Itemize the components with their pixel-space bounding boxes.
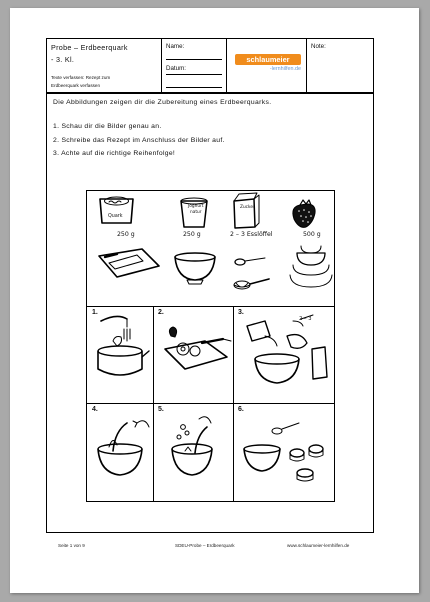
quark-amount: 250 g bbox=[117, 231, 135, 238]
step-5-add-strawberries-icon bbox=[172, 417, 212, 475]
bowl-icon bbox=[175, 253, 215, 284]
footer-title: SDEU-Probe – Erdbeerquark bbox=[175, 543, 235, 548]
yogurt-cup-icon bbox=[181, 198, 207, 227]
quark-label: Quark bbox=[108, 214, 123, 219]
step-1-wash-icon bbox=[98, 316, 149, 375]
step-2-label: 2. bbox=[158, 309, 164, 316]
header-table bbox=[46, 38, 374, 93]
extra-line bbox=[166, 87, 222, 88]
zucker-label: Zucker bbox=[240, 205, 255, 210]
logo-subtext: -lernhilfen.de bbox=[269, 66, 301, 72]
note-cell bbox=[307, 39, 375, 92]
task-box bbox=[46, 93, 374, 533]
title-cell bbox=[47, 39, 162, 92]
schlaumeier-logo bbox=[235, 51, 301, 77]
logo-text: schlaumeier bbox=[246, 55, 290, 64]
step-2-cut-icon bbox=[165, 327, 231, 369]
picture-grid bbox=[86, 190, 335, 502]
footer-page-number: Seite 1 von 9 bbox=[58, 543, 85, 548]
step-3-mix-ingredients-icon bbox=[247, 315, 327, 383]
datum-label: Datum: bbox=[166, 65, 186, 72]
datum-line bbox=[166, 74, 222, 75]
step-6-label: 6. bbox=[238, 406, 244, 413]
step-5-label: 5. bbox=[158, 406, 164, 413]
task-2: 2. Schreibe das Rezept im Anschluss der Bilder auf. bbox=[53, 137, 225, 144]
recipe-illustrations bbox=[87, 191, 336, 503]
logo-cell bbox=[227, 39, 307, 92]
title-line-1: Probe – Erdbeerquark bbox=[51, 43, 128, 52]
task-1: 1. Schau dir die Bilder genau an. bbox=[53, 123, 162, 130]
step-4-label: 4. bbox=[92, 406, 98, 413]
step-3-spoon-count: 2 – 3 bbox=[299, 316, 312, 322]
subtitle-line-2: Erdbeerquark verfassen bbox=[51, 83, 101, 88]
name-date-cell bbox=[162, 39, 227, 92]
joghurt-label-2: natur bbox=[190, 210, 202, 215]
note-label: Note: bbox=[311, 43, 326, 50]
test-title bbox=[51, 42, 128, 66]
step-3-label: 3. bbox=[238, 309, 244, 316]
step-1-label: 1. bbox=[92, 309, 98, 316]
name-line bbox=[166, 59, 222, 60]
whisk-icon bbox=[234, 279, 269, 289]
quark-tub-icon bbox=[100, 197, 133, 223]
spoon-icon bbox=[235, 258, 265, 265]
intro-text: Die Abbildungen zeigen dir die Zubereitung eines Erdbeerquarks. bbox=[53, 99, 272, 106]
joghurt-label-1: Joghurt bbox=[188, 204, 204, 209]
joghurt-amount: 250 g bbox=[183, 231, 201, 238]
sugar-box-icon bbox=[234, 193, 259, 228]
strawberry-icon bbox=[293, 200, 315, 227]
subtitle-line-1: Texte verfassen: Rezept zum bbox=[51, 75, 111, 80]
step-4-whisk-icon bbox=[98, 421, 149, 475]
task-3: 3. Achte auf die richtige Reihenfolge! bbox=[53, 150, 176, 157]
cutting-board-icon bbox=[99, 249, 159, 277]
stacked-bowls-icon bbox=[290, 246, 332, 287]
zucker-amount: 2 – 3 Esslöffel bbox=[230, 231, 273, 238]
step-6-serve-icon bbox=[244, 423, 323, 481]
name-label: Name: bbox=[166, 43, 185, 50]
footer-website: www.schlaumeier-lernhilfen.de bbox=[287, 543, 350, 548]
title-line-2: - 3. Kl. bbox=[51, 55, 75, 64]
erdbeere-amount: 500 g bbox=[303, 231, 321, 238]
